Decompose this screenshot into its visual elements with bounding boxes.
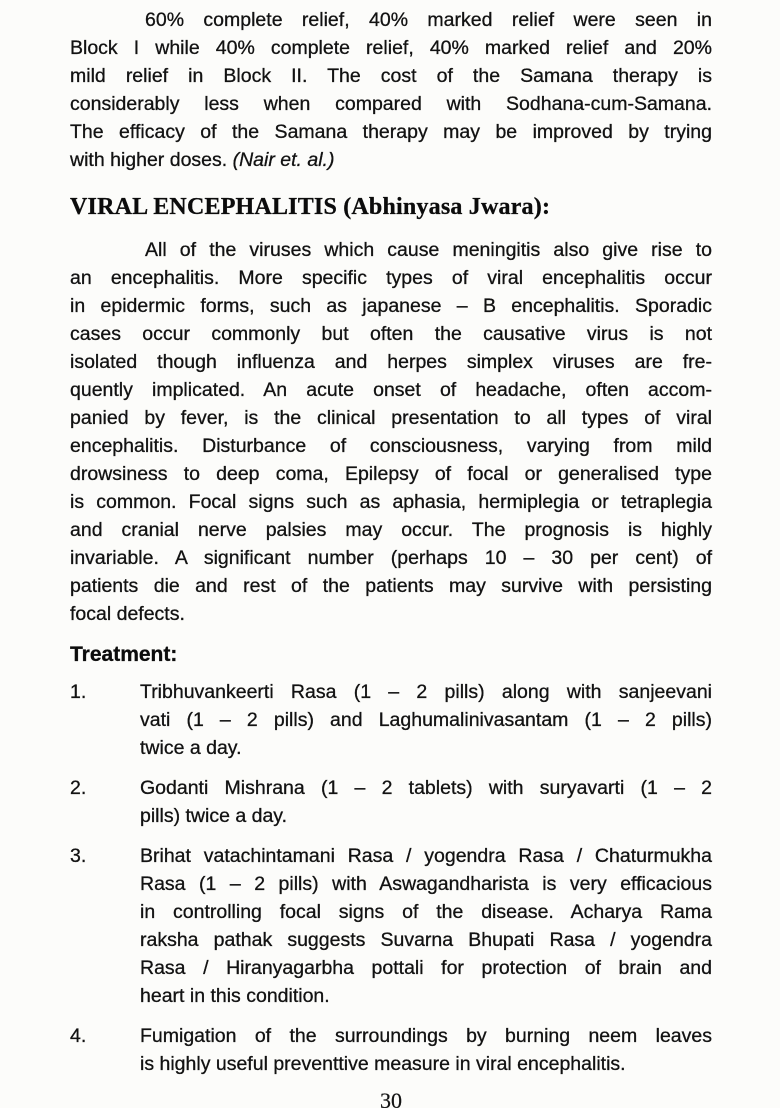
text-line: cases occur commonly but often the causative virus is not: [70, 323, 712, 345]
text-line: heart in this condition.: [140, 985, 330, 1007]
text-line: raksha pathak suggests Suvarna Bhupati Rasa / yogendra: [140, 929, 712, 951]
text-line: Block I while 40% complete relief, 40% marked relief and 20%: [70, 37, 712, 59]
text-line: 60% complete relief, 40% marked relief were seen in: [145, 9, 712, 31]
text-line: an encephalitis. More specific types of viral encephalitis occur: [70, 267, 712, 289]
text-line: All of the viruses which cause meningitis also give rise to: [145, 239, 712, 261]
text-line: twice a day.: [140, 737, 242, 759]
treatment-item: [70, 1022, 712, 1078]
text-line: drowsiness to deep coma, Epilepsy of focal or generalised type: [70, 463, 712, 485]
text-line: in epidermic forms, such as japanese – B encephalitis. Sporadic: [70, 295, 712, 317]
treatment-heading: Treatment:: [70, 643, 178, 666]
citation-text: (Nair et. al.): [232, 149, 335, 171]
text-line: panied by fever, is the clinical presentation to all types of viral: [70, 407, 712, 429]
treatment-item: [70, 678, 712, 762]
item-text: [140, 842, 712, 1010]
text-line: is common. Focal signs such as aphasia, hermiplegia or tetraplegia: [70, 491, 712, 513]
text-line: and cranial nerve palsies may occur. The prognosis is highly: [70, 519, 712, 541]
text-line: Rasa (1 – 2 pills) with Aswagandharista is very efficacious: [140, 873, 712, 895]
text-line: invariable. A significant number (perhaps 10 – 30 per cent) of: [70, 547, 712, 569]
item-number: 4.: [70, 1025, 87, 1047]
text-line: Tribhuvankeerti Rasa (1 – 2 pills) along with sanjeevani: [140, 681, 712, 703]
text-line: considerably less when compared with Sodhana-cum-Samana.: [70, 93, 712, 115]
text-line: patients die and rest of the patients may survive with persisting: [70, 575, 712, 597]
text-line: pills) twice a day.: [140, 805, 288, 827]
item-number: 3.: [70, 845, 87, 867]
text-line: isolated though influenza and herpes simplex viruses are fre-: [70, 351, 712, 373]
treatment-item: [70, 774, 712, 830]
text-line: quently implicated. An acute onset of headache, often accom-: [70, 379, 712, 401]
text-line: Rasa / Hiranyagarbha pottali for protection of brain and: [140, 957, 712, 979]
item-text: [140, 1022, 712, 1078]
text-line: mild relief in Block II. The cost of the Samana therapy is: [70, 65, 712, 87]
intro-paragraph-last-line: [70, 146, 712, 174]
text-line: focal defects.: [70, 603, 185, 625]
treatment-item: [70, 842, 712, 1010]
item-number: 1.: [70, 681, 87, 703]
text-line: Brihat vatachintamani Rasa / yogendra Rasa / Chaturmukha: [140, 845, 712, 867]
item-number: 2.: [70, 777, 87, 799]
text-line: in controlling focal signs of the disease. Acharya Rama: [140, 901, 712, 923]
text-line: vati (1 – 2 pills) and Laghumalinivasantam (1 – 2 pills): [140, 709, 712, 731]
text-line: The efficacy of the Samana therapy may be improved by trying: [70, 121, 712, 143]
text-line: Godanti Mishrana (1 – 2 tablets) with suryavarti (1 – 2: [140, 777, 712, 799]
text-line: encephalitis. Disturbance of consciousness, varying from mild: [70, 435, 712, 457]
section-paragraph: [70, 236, 712, 628]
intro-paragraph: [70, 6, 712, 146]
page-number: 30: [380, 1088, 402, 1108]
intro-last-line-text: with higher doses.: [70, 149, 233, 171]
text-line: Fumigation of the surroundings by burning neem leaves: [140, 1025, 712, 1047]
text-line: is highly useful preventtive measure in viral encephalitis.: [140, 1053, 626, 1075]
item-text: [140, 678, 712, 762]
section-heading: VIRAL ENCEPHALITIS (Abhinyasa Jwara):: [70, 194, 551, 220]
item-text: [140, 774, 712, 830]
treatment-list: [70, 678, 712, 1078]
